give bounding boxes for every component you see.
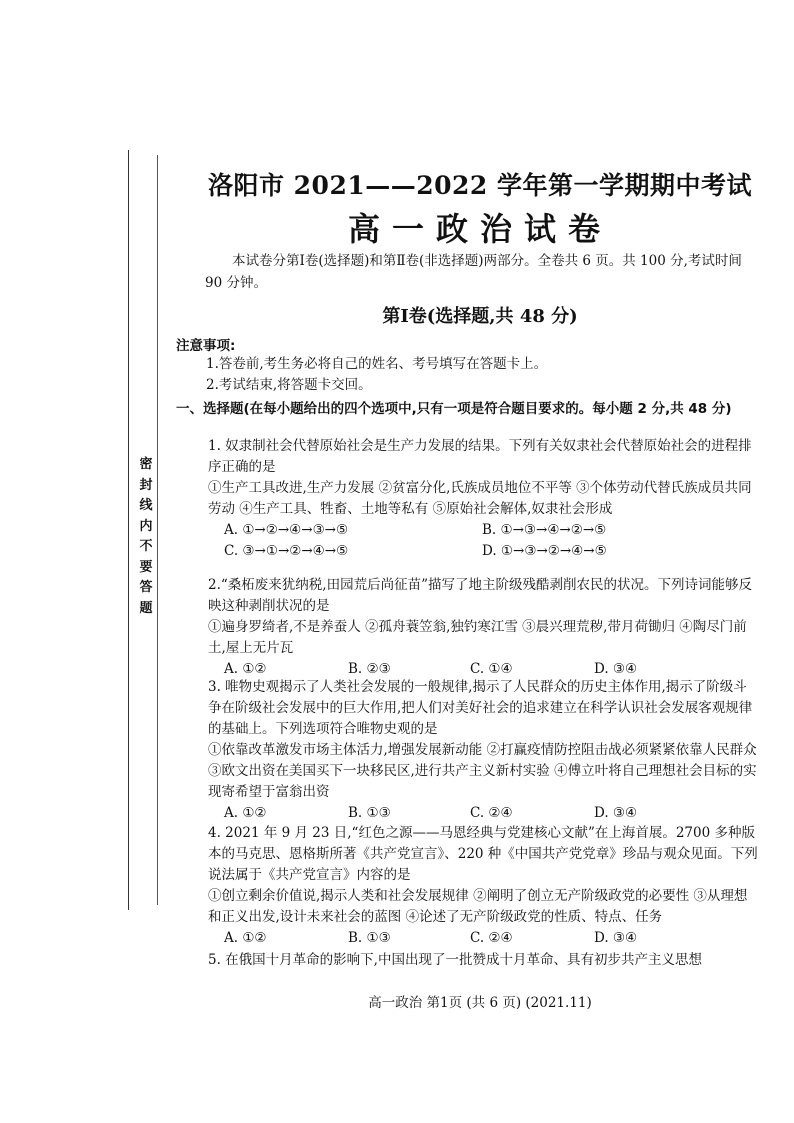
option-d: D. ③④ <box>594 661 638 677</box>
exam-title: 洛阳市 2021——2022 学年第一学期期中考试 <box>207 171 753 200</box>
option-a: A. ①② <box>224 661 267 677</box>
question-statements: ①生产工具改进,生产力发展 ②贫富分化,氏族成员地位不平等 ③个体劳动代替氏族成员共同劳动 ④生产工具、牲畜、土地等私有 ⑤原始社会解体,奴隶社会形成 <box>208 480 752 517</box>
question-1 <box>208 436 760 562</box>
question-4 <box>208 823 760 949</box>
question-options <box>208 520 760 541</box>
option-c: C. ③→①→②→④→⑤ <box>224 543 349 559</box>
notice-list <box>206 354 756 396</box>
part-heading: 一、选择题(在每小题给出的四个选项中,只有一项是符合题目要求的。每小题 2 分,共 48 分) <box>176 401 732 417</box>
binding-line-inner <box>157 155 158 905</box>
question-statements: ①创立剩余价值说,揭示人类和社会发展规律 ②阐明了创立无产阶级政党的必要性 ③从理想和正义出发,设计未来社会的蓝图 ④论述了无产阶级政党的性质、特点、任务 <box>208 888 748 925</box>
option-b: B. ①③ <box>348 930 391 946</box>
page-footer: 高一政治 第1页 (共 6 页) (2021.11) <box>368 995 592 1011</box>
option-b: B. ①③ <box>348 805 391 821</box>
option-c: C. ①④ <box>470 661 513 677</box>
notice-item: 2.考试结束,将答题卡交回。 <box>206 377 372 393</box>
option-a: A. ①② <box>224 805 267 821</box>
question-2 <box>208 575 760 680</box>
section-title: 第Ⅰ卷(选择题,共 48 分) <box>382 306 578 327</box>
exam-intro: 本试卷分第Ⅰ卷(选择题)和第Ⅱ卷(非选择题)两部分。全卷共 6 页。共 100 分,考试时间 90 分钟。 <box>205 253 742 291</box>
question-stem: 1. 奴隶制社会代替原始社会是生产力发展的结果。下列有关奴隶社会代替原始社会的进程排序正确的是 <box>208 438 752 475</box>
question-statements: ①依靠改革激发市场主体活力,增强发展新动能 ②打赢疫情防控阻击战必须紧紧依靠人民群众 ③欧文出资在美国买下一块移民区,进行共产主义新村实验 ④傅立叶将自己理想社会目标的实现寄希望于富翁出资 <box>208 742 757 800</box>
notice-item: 1.答卷前,考生务必将自己的姓名、考号填写在答题卡上。 <box>206 356 548 372</box>
question-statements: ①遍身罗绮者,不是养蚕人 ②孤舟蓑笠翁,独钓寒江雪 ③晨兴理荒秽,带月荷锄归 ④陶尽门前土,屋上无片瓦 <box>208 619 747 656</box>
question-stem: 5. 在俄国十月革命的影响下,中国出现了一批赞成十月革命、具有初步共产主义思想 <box>208 952 702 968</box>
question-options <box>208 803 760 824</box>
option-a: A. ①→②→④→③→⑤ <box>224 522 349 538</box>
option-d: D. ③④ <box>594 805 638 821</box>
question-options <box>208 928 760 949</box>
exam-subtitle: 高一政治试卷 <box>347 210 612 248</box>
option-b: B. ②③ <box>348 661 391 677</box>
binding-line <box>128 150 129 910</box>
option-b: B. ①→③→④→②→⑤ <box>482 522 607 538</box>
question-5 <box>208 950 760 971</box>
option-c: C. ②④ <box>470 930 513 946</box>
option-d: D. ①→③→②→④→⑤ <box>482 543 607 559</box>
question-stem: 2.“桑柘废来犹纳税,田园荒后尚征苗”描写了地主阶级残酷剥削农民的状况。下列诗词能够反映这种剥削状况的是 <box>208 577 752 614</box>
option-a: A. ①② <box>224 930 267 946</box>
seal-line-notice: 密封线内不要答题 <box>139 457 153 616</box>
question-stem: 3. 唯物史观揭示了人类社会发展的一般规律,揭示了人民群众的历史主体作用,揭示了阶级斗争在阶级社会发展中的巨大作用,把人们对美好社会的追求建立在科学认识社会发展客观规律的基础上。下列选项符合唯物史观的是 <box>208 679 753 737</box>
question-stem: 4. 2021 年 9 月 23 日,“红色之源——马恩经典与党建核心文献”在上海首展。2700 多种版本的马克思、恩格斯所著《共产党宣言》、220 种《中国共产党党章》珍品与观众见面。下列说法属于《共产党宣言》内容的是 <box>208 825 758 883</box>
option-c: C. ②④ <box>470 805 513 821</box>
question-options <box>208 541 760 562</box>
question-3 <box>208 677 760 824</box>
notice-heading: 注意事项: <box>176 338 236 354</box>
option-d: D. ③④ <box>594 930 638 946</box>
